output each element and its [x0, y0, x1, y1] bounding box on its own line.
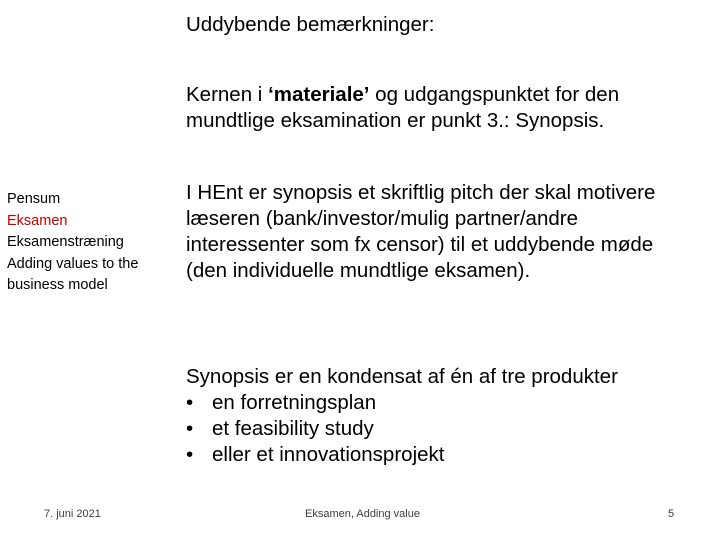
- sidebar-item-adding-values[interactable]: Adding values to the business model: [7, 255, 139, 293]
- bullet-item: [186, 390, 676, 416]
- paragraph-core-material: [186, 82, 676, 134]
- p3-lead: Synopsis er en kondensat af én af tre produkter: [186, 365, 618, 388]
- paragraph-synopsis-pitch: I HEnt er synopsis et skriftlig pitch der skal motivere læseren (bank/investor/mulig partner/andre interessenter som fx censor) til et uddybende møde (den individuelle mundtlige eksamen).: [186, 181, 656, 282]
- page-heading: Uddybende bemærkninger:: [186, 13, 435, 36]
- footer-date: 7. juni 2021: [44, 508, 101, 520]
- footer-title: Eksamen, Adding value: [305, 508, 420, 520]
- product-bullet-list: [186, 390, 676, 468]
- bullet-icon: •: [186, 417, 194, 440]
- sidebar-item-pensum[interactable]: Pensum: [7, 191, 61, 207]
- paragraph-synopsis-products: [186, 364, 676, 468]
- bullet-text: eller et innovationsprojekt: [212, 443, 445, 466]
- bullet-item: [186, 416, 676, 442]
- p1-text-after: og udgangspunktet for den mundtlige eksamination er punkt 3.: Synopsis.: [186, 83, 620, 132]
- bullet-text: en forretningsplan: [212, 391, 377, 414]
- p1-text-before: Kernen i: [186, 83, 269, 106]
- sidebar-nav: [7, 189, 147, 297]
- bullet-text: et feasibility study: [212, 417, 374, 440]
- bullet-icon: •: [186, 391, 194, 414]
- sidebar-item-eksamen[interactable]: Eksamen: [7, 212, 68, 229]
- sidebar-item-eksamenstraening[interactable]: Eksamenstræning: [7, 234, 124, 250]
- bullet-item: [186, 442, 676, 468]
- bullet-icon: •: [186, 443, 194, 466]
- page-number: 5: [668, 508, 675, 520]
- p1-bold-term: ‘materiale’: [268, 83, 370, 106]
